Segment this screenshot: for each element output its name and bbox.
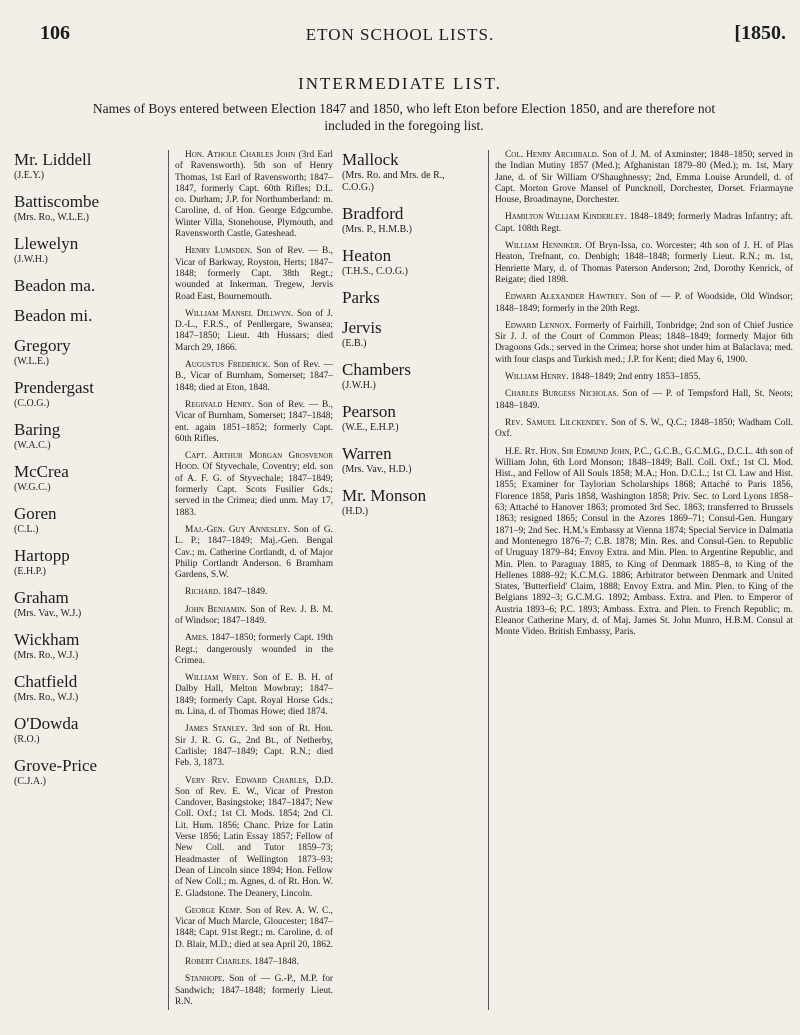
- boy-name: Mr. Monson: [342, 486, 427, 505]
- entry-text: 1847–1849.: [222, 587, 268, 598]
- entry-heading: John Benjamin.: [185, 604, 247, 615]
- house-tutor: (Mrs. Ro., W.J.): [14, 650, 79, 661]
- entry-heading: Rev. Samuel Lilckendey.: [505, 417, 608, 428]
- boy-name: Beadon mi.: [14, 306, 93, 325]
- house-tutor: (E.B.): [342, 338, 367, 349]
- boy-name: Heaton: [342, 246, 392, 265]
- right-names-column: [342, 150, 474, 528]
- entry-heading: Capt. Arthur Morgan Grosvenor Hood.: [175, 451, 333, 473]
- entry-text: Son of S. W., Q.C.; 1848–1850; Wadham Coll. Oxf.: [495, 417, 793, 440]
- page-header: [0, 22, 800, 52]
- boy-name: Wickham: [14, 630, 80, 649]
- boy-name: Jervis: [342, 318, 382, 337]
- entry-text: Son of J. M. of Axminster; 1848–1850; served in the Indian Mutiny 1857 (Med.); Afghanistan 1879–80 (Med.); m. 1st, Mary Jane, d. of Sir William O'Shaughnessy; 2nd, Emma Louise Arundell, d. of Capt. Morton Grove Mansel of Puncknoll, Dorchester, Dorset. Friarmayne House, Broadmayne, Dorchester.: [495, 150, 793, 206]
- entry-heading: George Kemp.: [185, 905, 243, 916]
- boy-name: Prendergast: [14, 378, 94, 397]
- boy-name: Bradford: [342, 204, 404, 223]
- biography-entry: [175, 957, 333, 968]
- entry-heading: William Mansel Dillwyn.: [185, 308, 294, 319]
- entry-text: Son of — P. of Tempsford Hall, St. Neots; 1848–1849.: [495, 389, 793, 411]
- entry-text: Son of Rev. E. W., Vicar of Preston Candover, Basingstoke; 1847–1847; New Coll. Oxf.; 1st Cl. Mods. 1854; 2nd Cl. Lit. Hum. 1856; Chanc. Prize for Latin Verse 1856; Latin Essay 1857; Fellow of New Coll. and Tutor 1859–73; Headmaster of Wellington 1873–93; Dean of Lincoln since 1894; Hon. Fellow of New Coll.; m. Agnes, d. of Rt. Hon. W. E. Gladstone. The Deanery, Lincoln.: [175, 786, 333, 899]
- house-tutor: (H.D.): [342, 506, 369, 517]
- biography-entry: [175, 906, 333, 951]
- boy-name: Gregory: [14, 336, 71, 355]
- house-tutor: (R.O.): [14, 734, 40, 745]
- entry-text: Son of J. D.-L., F.R.S., of Penllergare, Swansea; 1847–1850; Lieut. 4th Hussars; died March 29, 1866.: [175, 308, 334, 353]
- intro-line-1: Names of Boys entered between Election 1847 and 1850, who left Eton before Election 1850, and are therefore not: [92, 101, 716, 116]
- house-tutor: (W.G.C.): [14, 482, 51, 493]
- entry-heading: Reginald Henry.: [185, 399, 255, 410]
- house-tutor: (C.J.A.): [14, 776, 46, 787]
- left-names-column: [14, 150, 154, 798]
- entry-text: Of Styvechale, Coventry; eld. son of A. F. G. of Styvechale; 1847–1849; formerly Capt. Scots Fusilier Gds.; served in the Crimea; died unm. May 17, 1883.: [175, 462, 334, 518]
- house-tutor: (Mrs. Vav., H.D.): [342, 464, 412, 475]
- house-tutor: (Mrs. Ro., W.J.): [14, 692, 79, 703]
- house-tutor: (W.E., E.H.P.): [342, 422, 399, 433]
- biography-entry: [495, 212, 793, 235]
- biography-entry: [175, 605, 333, 628]
- biography-entry: [175, 587, 333, 598]
- boy-name: Pearson: [342, 402, 396, 421]
- entry-heading: James Stanley.: [185, 724, 248, 735]
- biography-entry: [175, 776, 333, 900]
- biography-entry: [495, 447, 793, 639]
- boy-name: Hartopp: [14, 546, 70, 565]
- entry-text: 1848–1849; formerly Madras Infantry; aft. Capt. 108th Regt.: [495, 212, 793, 234]
- entry-text: Son of Rev. — B., Vicar of Barkway, Royston, Herts; 1847–1848; formerly Capt. 38th Regt.; wounded at Inkerman. Tregew, Jervis Road East, Bournemouth.: [175, 246, 333, 302]
- entry-text: Son of — P. of Woodside, Old Windsor; 1848–1849; formerly in the 20th Regt.: [495, 292, 794, 314]
- entry-heading: William Henniker.: [505, 241, 582, 252]
- boy-name: Mr. Liddell: [14, 150, 92, 169]
- entry-heading: William Wrey.: [185, 673, 249, 684]
- boy-name: Warren: [342, 444, 392, 463]
- boy-name: Llewelyn: [14, 234, 79, 253]
- entry-heading: H.E. Rt. Hon. Sir Edmund John,: [505, 446, 632, 457]
- boy-name: Battiscombe: [14, 192, 99, 211]
- entry-heading: Ames.: [185, 633, 209, 644]
- house-tutor: (E.H.P.): [14, 566, 46, 577]
- entry-text: P.C., G.C.B., G.C.M.G., D.C.L. 4th son of William John, 6th Lord Monson; 1848–1849; Ball. Coll. Oxf.; 1st Cl. Mod. Hist., and Fellow of All Souls 1858; M.A.; Hon. D.C.L.; 1st Cl. Law and Hist. 1855; Examiner for Taylorian Scholarships 1868; Attaché to Paris 1856, Florence 1858, Paris 1858, Washington 1858; Priv. Sec. to Lord Lyons 1858–63; Attaché to Hanover 1863; promoted 3rd Sec. 1863; transferred to Brussels 1863; resigned 1865; Consul in the Azores 1869–71; Consul-Gen. Hungary 1871–9; 2nd Sec. H.M.'s Embassy at Vienna 1874; Special Service in Dalmatia and Montenegro 1876–7; C.B. 1878; Min. Res. and Consul-Gen. to Republic of Uruguay 1879–84; Envoy Extra. and Min. Plen. to Argentine Republic, and Min. Plen. to Paraguay 1885, to King of Denmark 1885–8, to King of the Hellenes 1888–92; K.C.M.G. 1886; Arbitrator between Denmark and United States, 'Butterfield' Claim, 1888; Envoy Extra. and Min. Plen. to King of the Belgians 1892–3; G.C.M.G. 1892; Ambass. Extra. and Plen. to Emperor of Austria 1893–6; P.C. 1893; Ambass. Extra. and Plen. to French Republic; m. Eleanor Catherine Mary, d. of Maj. James St. John Munro, H.B.M. Consul at Monte Video. British Embassy, Paris.: [495, 446, 793, 638]
- list-title: INTERMEDIATE LIST.: [298, 74, 502, 93]
- boy-name: O'Dowda: [14, 714, 79, 733]
- entry-text: Formerly of Fairhill, Tonbridge; 2nd son of Chief Justice Sir J. J. of the Court of Common Pleas; 1848–1849; formerly Major 6th Dragoons Gds.; served in the Crimea; horse shot under him at Balaclava; med. with four clasps and Turkish med.; J.P. for Kent; died May 6, 1900.: [495, 320, 793, 365]
- biography-entry: [175, 309, 333, 354]
- entry-text: Son of Rev. A. W. C., Vicar of Much Marcle, Gloucester; 1847–1848; Capt. 91st Regt.; m. Caroline, d. of D. Blair, M.D.; died at sea April 20, 1862.: [175, 905, 334, 950]
- house-tutor: (J.W.H.): [14, 254, 48, 265]
- entry-text: (3rd Earl of Ravensworth). 5th son of Henry Thomas, 1st Earl of Ravensworth; 1847–1847, formerly Capt. 60th Rifles; D.L. co. Durham; J.P. for Northumberland: m. Caroline, d. of Hon. George Edgcumbe. Winter Villa, Stonehouse, Plymouth, and Ravensworth Castle, Gateshead.: [175, 150, 334, 240]
- entry-text: Son of Rev. — B., Vicar of Burnham, Somerset; 1847–1848; ent. again 1851–1852; formerly Capt. 60th Rifles.: [175, 399, 334, 444]
- entry-text: Son of Rev. — B., Vicar of Burnham, Somerset; 1847–1848; died at Eton, 1848.: [175, 360, 334, 393]
- entry-text: Son of E. B. H. of Dalby Hall, Melton Mowbray; 1847–1849; formerly Capt. Royal Horse Gds.; m. Lina, d. of Thomas Howe; died 1874.: [175, 673, 333, 718]
- entry-heading: William Henry.: [505, 372, 569, 383]
- biography-entry: [495, 372, 793, 383]
- biography-entry: [175, 400, 333, 445]
- house-tutor: (J.E.Y.): [14, 170, 45, 181]
- boy-name: Grove-Price: [14, 756, 98, 775]
- biography-entry: [175, 724, 333, 769]
- biography-entry: [175, 974, 333, 1008]
- entry-heading: Stanhope.: [185, 974, 225, 985]
- biography-entry: [175, 673, 333, 718]
- biography-entry: [495, 418, 793, 441]
- entry-text: Son of G. L. P.; 1847–1849; Maj.-Gen. Bengal Cav.; m. Catherine Cortlandt, d. of Major Philip Cortlandt Anderson. 6 Bramham Gardens, S.W.: [175, 524, 334, 581]
- entry-heading: Hon. Athole Charles John: [185, 150, 296, 160]
- entry-text: 1848–1849; 2nd entry 1853–1855.: [570, 372, 701, 383]
- intro-text: [14, 100, 794, 134]
- biography-entry: [175, 246, 333, 302]
- page-year: [1850.: [734, 22, 786, 44]
- page-number: 106: [40, 22, 70, 44]
- entry-heading: Edward Alexander Hawtrey.: [505, 292, 627, 303]
- house-tutor: (Mrs. Vav., W.J.): [14, 608, 82, 619]
- biography-entry: [495, 150, 793, 206]
- boy-name: Goren: [14, 504, 57, 523]
- house-tutor: (W.L.E.): [14, 356, 49, 367]
- entry-text: 3rd son of Rt. Hon. Sir J. R. G. G., 2nd Bt., of Netherby, Carlisle; 1847–1849; Capt. R.N.; died Feb. 3, 1873.: [175, 724, 333, 769]
- biography-entry: [495, 321, 793, 366]
- entry-heading: Charles Burgess Nicholas.: [505, 389, 619, 400]
- house-tutor: (C.O.G.): [14, 398, 50, 409]
- biography-entry: [175, 525, 333, 581]
- biography-entry: [495, 241, 793, 286]
- boy-name: Baring: [14, 420, 61, 439]
- house-tutor: (T.H.S., C.O.G.): [342, 266, 408, 277]
- entry-text: 1847–1848.: [254, 957, 299, 967]
- entry-heading: Augustus Frederick.: [185, 360, 271, 371]
- right-entries-column: [488, 150, 793, 1010]
- biography-entry: [495, 389, 793, 412]
- entry-heading: Very Rev. Edward Charles, D.D.: [185, 775, 333, 786]
- boy-name: Graham: [14, 588, 69, 607]
- entry-text: Son of Rev. J. B. M. of Windsor; 1847–1849.: [175, 604, 333, 626]
- boy-name: Mallock: [342, 150, 399, 169]
- biography-entry: [175, 360, 333, 394]
- entry-heading: Hamilton William Kinderley.: [505, 212, 627, 223]
- entry-heading: Robert Charles.: [185, 957, 252, 967]
- house-tutor: (W.A.C.): [14, 440, 51, 451]
- biography-entry: [175, 451, 333, 519]
- house-tutor: (Mrs. P., H.M.B.): [342, 224, 413, 235]
- boy-name: Beadon ma.: [14, 276, 96, 295]
- entry-heading: Edward Lennox.: [505, 320, 572, 331]
- running-title: ETON SCHOOL LISTS.: [305, 25, 495, 44]
- boy-name: Chatfield: [14, 672, 78, 691]
- left-entries-column: [168, 150, 333, 1010]
- house-tutor: (Mrs. Ro., W.L.E.): [14, 212, 89, 223]
- biography-entry: [175, 150, 333, 240]
- house-tutor: (Mrs. Ro. and Mrs. de R., C.O.G.): [342, 170, 445, 193]
- boy-name: Parks: [342, 288, 380, 307]
- biography-entry: [175, 633, 333, 667]
- entry-heading: Richard.: [185, 587, 221, 598]
- entry-text: 1847–1850; formerly Capt. 19th Regt.; dangerously wounded in the Crimea.: [175, 633, 333, 666]
- house-tutor: (J.W.H.): [342, 380, 376, 391]
- entry-heading: Col. Henry Archibald.: [505, 150, 600, 160]
- intro-line-2: included in the foregoing list.: [324, 118, 484, 133]
- entry-heading: Maj.-Gen. Guy Annesley.: [185, 524, 291, 535]
- entry-text: Son of — G.-P., M.P. for Sandwich; 1847–1848; formerly Lieut. R.N.: [175, 974, 334, 1007]
- biography-entry: [495, 292, 793, 315]
- house-tutor: (C.L.): [14, 524, 39, 535]
- boy-name: McCrea: [14, 462, 69, 481]
- boy-name: Chambers: [342, 360, 411, 379]
- entry-heading: Henry Lumsden.: [185, 246, 253, 257]
- entry-text: Of Bryn-Issa, co. Worcester; 4th son of J. H. of Plas Heaton, Trefnant, co. Denbigh; 1848–1848; formerly Lieut. R.N.; m. 1st, Henriette Mary, d. of Thomas Paterson Anderson; 2nd, Dorothy Kenrick, of Reigate; died 1898.: [495, 241, 794, 285]
